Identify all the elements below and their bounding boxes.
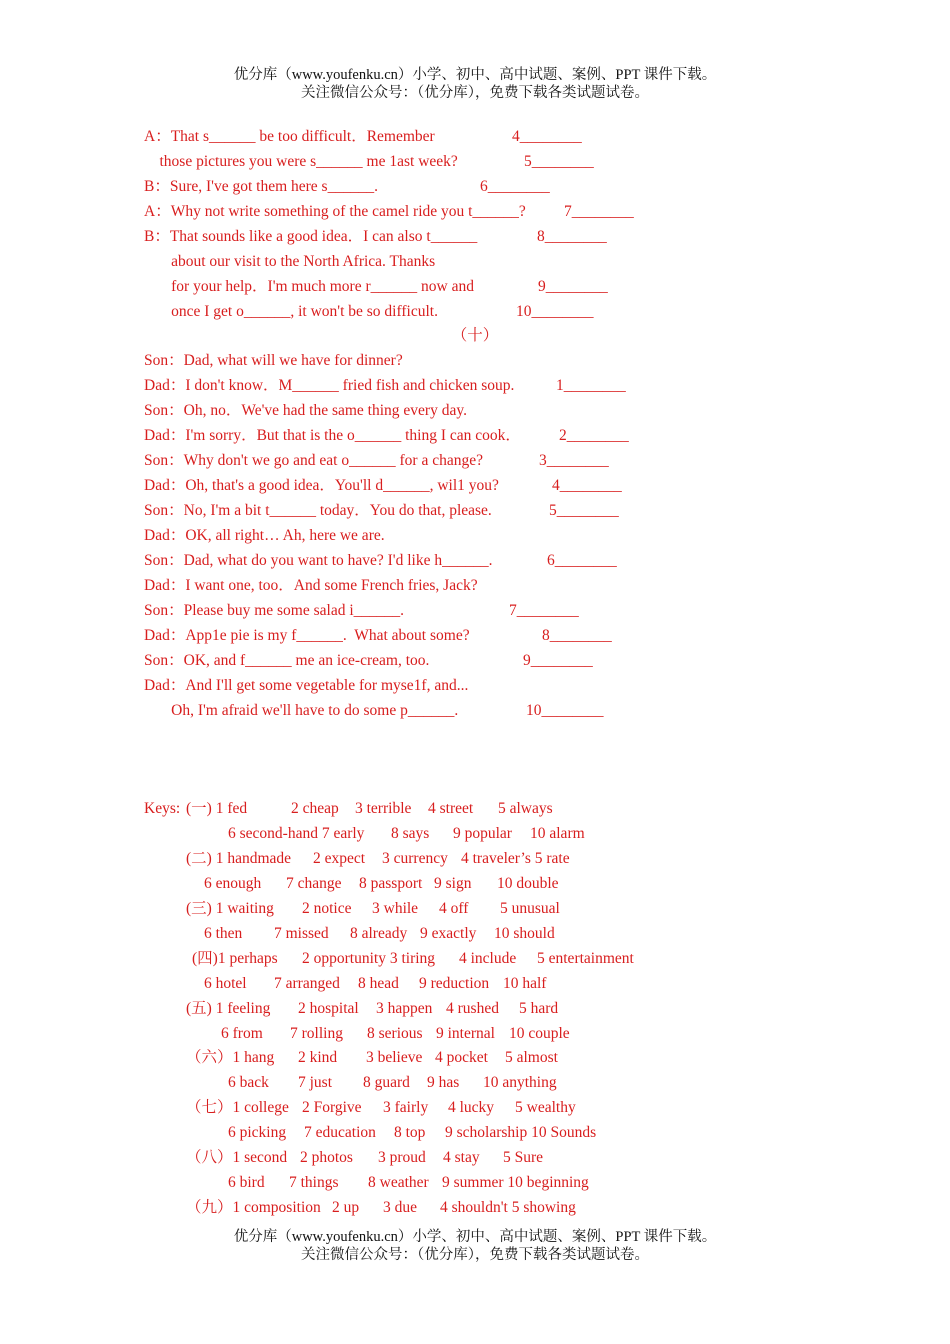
key-item: 9 internal [436, 1025, 495, 1042]
dialogue-line: about our visit to the North Africa. Thanks [144, 253, 436, 270]
dialogue-line: Dad：And I'll get some vegetable for myse1f, and... [144, 677, 469, 694]
key-item: 7 change [286, 875, 342, 892]
page-header [0, 66, 950, 102]
answer-blank: 2________ [559, 427, 629, 444]
dialogue-line: Son：Please buy me some salad i______. [144, 602, 405, 619]
key-item: 4 stay [443, 1149, 480, 1166]
answer-blank: 5________ [524, 153, 594, 170]
key-item: 2 hospital [298, 1000, 359, 1017]
key-item: 8 passport [359, 875, 423, 892]
answer-blank: 4________ [512, 128, 582, 145]
key-item: 9 exactly [420, 925, 477, 942]
dialogue-line: Son：No, I'm a bit t______ today．You do that, please. [144, 502, 492, 519]
dialogue-line: Son：Dad, what do you want to have? I'd like h______. [144, 552, 493, 569]
key-item: 4 lucky [448, 1099, 495, 1116]
key-item: 3 proud [378, 1149, 426, 1166]
key-item: 5 wealthy [515, 1099, 576, 1116]
key-item: 10 double [497, 875, 559, 892]
key-item: 5 hard [519, 1000, 559, 1017]
key-item: 3 while [372, 900, 419, 917]
key-item: 5 almost [505, 1049, 558, 1066]
dialogue-line: Dad：OK, all right… Ah, here we are. [144, 527, 385, 544]
key-item: 7 things [289, 1174, 339, 1191]
key-item: 6 bird [228, 1174, 265, 1191]
key-item: 8 guard [363, 1074, 410, 1091]
answer-blank: 6________ [480, 178, 550, 195]
key-item: 9 reduction [419, 975, 490, 992]
key-item: 4 off [439, 900, 469, 917]
dialogue-line: Son：Dad, what will we have for dinner? [144, 352, 403, 369]
footer-line-2: 关注微信公众号：（优分库），免费下载各类试题试卷。 [301, 1247, 649, 1263]
dialogue-line: Dad：I'm sorry．But that is the o______ thing I can cook． [144, 427, 521, 444]
key-item: 2 cheap [291, 800, 339, 817]
key-item: 2 up [332, 1199, 360, 1216]
key-item: （七）1 college [186, 1099, 289, 1116]
key-item: (五) 1 feeling [186, 1000, 271, 1017]
dialogue-line: those pictures you were s______ me 1ast week? [144, 153, 458, 170]
dialogue-line: Oh, I'm afraid we'll have to do some p______. [144, 702, 459, 719]
dialogue-line: A：That s______ be too difficult．Remember [144, 128, 435, 145]
answer-blank: 9________ [538, 278, 608, 295]
key-item: 6 hotel [204, 975, 247, 992]
key-item: 2 opportunity 3 tiring [302, 950, 436, 967]
key-item: (一) 1 fed [186, 800, 248, 817]
answer-blank: 7________ [564, 203, 634, 220]
dialogue-line: Dad：App1e pie is my f______. What about some? [144, 627, 470, 644]
header-line-2: 关注微信公众号：（优分库），免费下载各类试题试卷。 [301, 85, 649, 101]
key-item: 3 due [383, 1199, 418, 1216]
key-item: 6 from [221, 1025, 263, 1042]
key-item: （六）1 hang [186, 1049, 275, 1066]
answer-blank: 10________ [526, 702, 604, 719]
key-item: 6 then [204, 925, 243, 942]
answer-blank: 6________ [547, 552, 617, 569]
key-item: 3 currency [382, 850, 448, 867]
key-item: 3 believe [366, 1049, 423, 1066]
key-item: 7 rolling [290, 1025, 343, 1042]
dialogue-line: once I get o______, it won't be so difficult. [144, 303, 438, 320]
key-item: 3 fairly [383, 1099, 429, 1116]
key-item: (二) 1 handmade [186, 850, 292, 867]
key-item: 10 half [503, 975, 547, 992]
answer-blank: 9________ [523, 652, 593, 669]
page-footer [0, 1228, 950, 1264]
answer-blank: 1________ [556, 377, 626, 394]
key-item: 8 weather [368, 1174, 429, 1191]
answer-blank: 8________ [542, 627, 612, 644]
dialogue-line: Dad：I want one, too．And some French fries, Jack? [144, 577, 478, 594]
key-item: 9 sign [434, 875, 472, 892]
keys-label: Keys: [144, 800, 181, 817]
key-item: 7 missed [274, 925, 329, 942]
key-item: （八）1 second [186, 1149, 288, 1166]
key-item: 8 serious [367, 1025, 423, 1042]
dialogue-line: Son：Why don't we go and eat o______ for a change? [144, 452, 483, 469]
key-item: 10 should [494, 925, 555, 942]
key-item: 8 head [358, 975, 399, 992]
key-item: (四)1 perhaps [192, 950, 278, 967]
section-10-title: （十） [451, 327, 499, 344]
key-item: 6 enough [204, 875, 262, 892]
dialogue-line: Son：Oh, no．We've had the same thing every day. [144, 402, 467, 419]
key-item: 4 pocket [435, 1049, 488, 1066]
key-item: 10 alarm [530, 825, 585, 842]
key-item: 9 popular [453, 825, 512, 842]
key-item: 2 notice [302, 900, 352, 917]
key-item: 7 just [298, 1074, 333, 1091]
answer-blank: 5________ [549, 502, 619, 519]
dialogue-line: B：That sounds like a good idea．I can also t______ [144, 228, 478, 245]
key-item: 10 couple [509, 1025, 570, 1042]
key-item: 6 second-hand 7 early [228, 825, 365, 842]
key-item: 5 always [498, 800, 553, 817]
key-item: 8 already [350, 925, 408, 942]
key-item: 4 shouldn't 5 showing [440, 1199, 576, 1216]
key-item: 4 include [459, 950, 517, 967]
key-item: 10 anything [483, 1074, 557, 1091]
footer-line-1: 优分库（www.youfenku.cn）小学、初中、高中试题、案例、PPT 课件下载。 [233, 1229, 717, 1245]
key-item: 9 summer 10 beginning [442, 1174, 589, 1191]
dialogue-line: B：Sure, I've got them here s______. [144, 178, 378, 195]
key-item: 8 top [394, 1124, 426, 1141]
key-item: 4 traveler’s 5 rate [461, 850, 570, 867]
key-item: 6 back [228, 1074, 269, 1091]
dialogue-line: Dad：I don't know．M______ fried fish and chicken soup. [144, 377, 515, 394]
answer-blank: 7________ [509, 602, 579, 619]
key-item: (三) 1 waiting [186, 900, 274, 917]
key-item: 4 street [428, 800, 474, 817]
dialogue-line: Son：OK, and f______ me an ice-cream, too. [144, 652, 430, 669]
answer-blank: 10________ [516, 303, 594, 320]
key-item: 3 happen [376, 1000, 433, 1017]
answer-blank: 4________ [552, 477, 622, 494]
key-item: （九）1 composition [186, 1199, 321, 1216]
key-item: 6 picking [228, 1124, 287, 1141]
key-item: 5 unusual [500, 900, 560, 917]
key-item: 8 says [391, 825, 430, 842]
key-item: 5 Sure [503, 1149, 544, 1166]
key-item: 2 photos [300, 1149, 353, 1166]
header-line-1: 优分库（www.youfenku.cn）小学、初中、高中试题、案例、PPT 课件下载。 [233, 67, 717, 83]
answer-blank: 3________ [539, 452, 609, 469]
dialogue-line: for your help．I'm much more r______ now and [144, 278, 474, 295]
key-item: 7 education [304, 1124, 376, 1141]
key-item: 5 entertainment [537, 950, 634, 967]
key-item: 2 kind [298, 1049, 338, 1066]
key-item: 4 rushed [446, 1000, 499, 1017]
dialogue-line: Dad：Oh, that's a good idea．You'll d______, wil1 you? [144, 477, 499, 494]
key-item: 9 scholarship 10 Sounds [445, 1124, 597, 1141]
dialogue-line: A：Why not write something of the camel ride you t______? [144, 203, 526, 220]
key-item: 2 Forgive [302, 1099, 362, 1116]
answer-blank: 8________ [537, 228, 607, 245]
key-item: 3 terrible [355, 800, 412, 817]
key-item: 7 arranged [274, 975, 340, 992]
key-item: 2 expect [313, 850, 366, 867]
key-item: 9 has [427, 1074, 460, 1091]
